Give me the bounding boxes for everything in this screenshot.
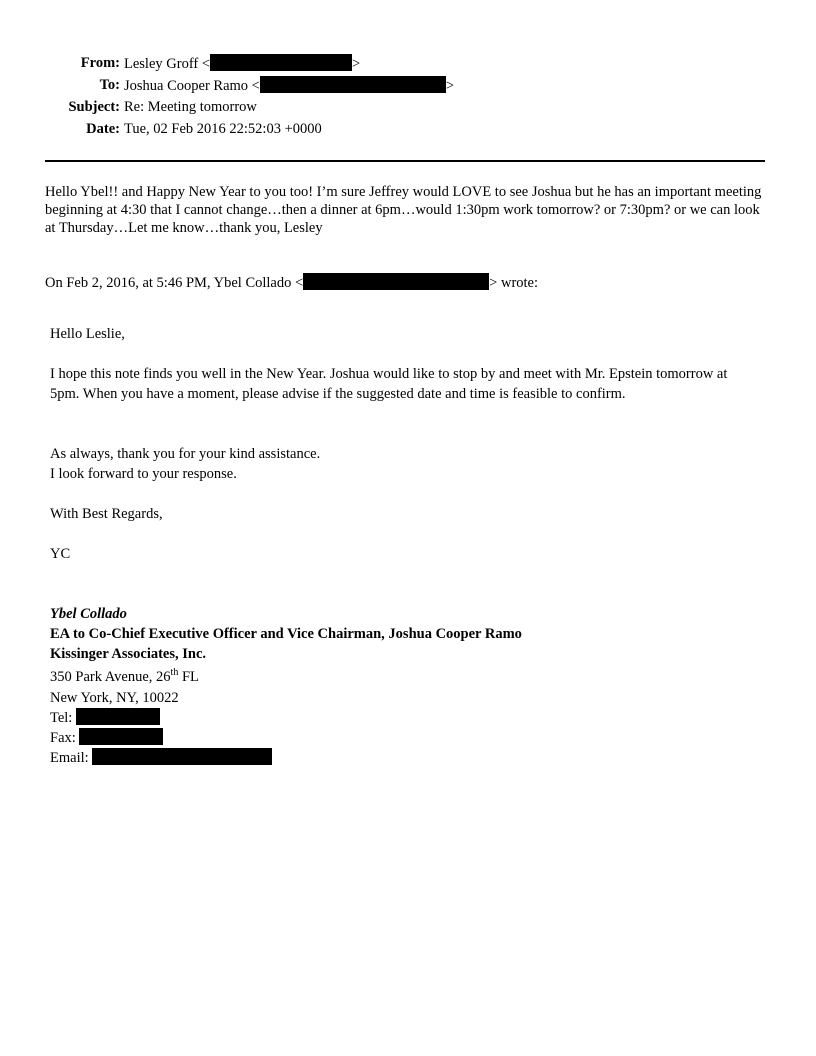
quoted-paragraph-1: I hope this note finds you well in the New Year. Joshua would like to stop by and meet with Mr. Epstein tomorrow at 5pm. When you have a moment, please advise if the suggested date and time is feasible to confirm. [50,366,728,402]
quoted-intro [45,273,538,292]
to-name: Joshua Cooper Ramo < [124,78,260,94]
quoted-closing: With Best Regards, [50,506,163,522]
subject-label: Subject: [68,99,120,115]
redacted-fax [79,728,163,745]
signature-tel [50,708,160,728]
to-value [124,76,454,95]
fax-label: Fax: [50,730,76,746]
signature-title: EA to Co-Chief Executive Officer and Vice Chairman, Joshua Cooper Ramo [50,626,522,642]
email-label: Email: [50,750,89,766]
to-close-bracket: > [445,78,455,94]
signature-address [50,667,199,687]
signature-company: Kissinger Associates, Inc. [50,646,207,662]
subject-value: Re: Meeting tomorrow [124,99,257,115]
signature-name: Ybel Collado [50,606,127,622]
tel-label: Tel: [50,710,73,726]
signature-city: New York, NY, 10022 [50,690,179,706]
address-suffix: FL [178,669,199,685]
date-value: Tue, 02 Feb 2016 22:52:03 +0000 [124,121,322,137]
from-close-bracket: > [352,56,361,72]
from-label: From: [80,55,120,71]
signature-email [50,748,272,768]
redacted-email-to [260,76,446,93]
redacted-tel [76,708,160,725]
quoted-greeting: Hello Leslie, [50,326,125,342]
header-divider [45,160,765,162]
quoted-intro-prefix: On Feb 2, 2016, at 5:46 PM, Ybel Collado < [45,275,304,291]
date-label: Date: [86,121,120,137]
redacted-email-signature [92,748,272,765]
address-sup: th [170,667,179,678]
from-value [124,54,360,73]
quoted-intro-suffix: > wrote: [489,275,539,291]
redacted-email-from [210,54,352,71]
quoted-paragraph-2-line-1: As always, thank you for your kind assistance. [50,446,321,462]
address-prefix: 350 Park Avenue, 26 [50,669,171,685]
redacted-email-ybel [303,273,489,290]
quoted-paragraph-2-line-2: I look forward to your response. [50,466,237,482]
quoted-initials: YC [50,546,71,562]
reply-body: Hello Ybel!! and Happy New Year to you too! I’m sure Jeffrey would LOVE to see Joshua but he has an important meeting beginning at 4:30 that I cannot change…then a dinner at 6pm…would 1:30pm work tomorrow? or 7:30pm? or we can look at Thursday…Let me know…thank you, Lesley [45,184,762,236]
to-label: To: [99,77,120,93]
signature-fax [50,728,163,748]
from-name: Lesley Groff < [124,56,211,72]
